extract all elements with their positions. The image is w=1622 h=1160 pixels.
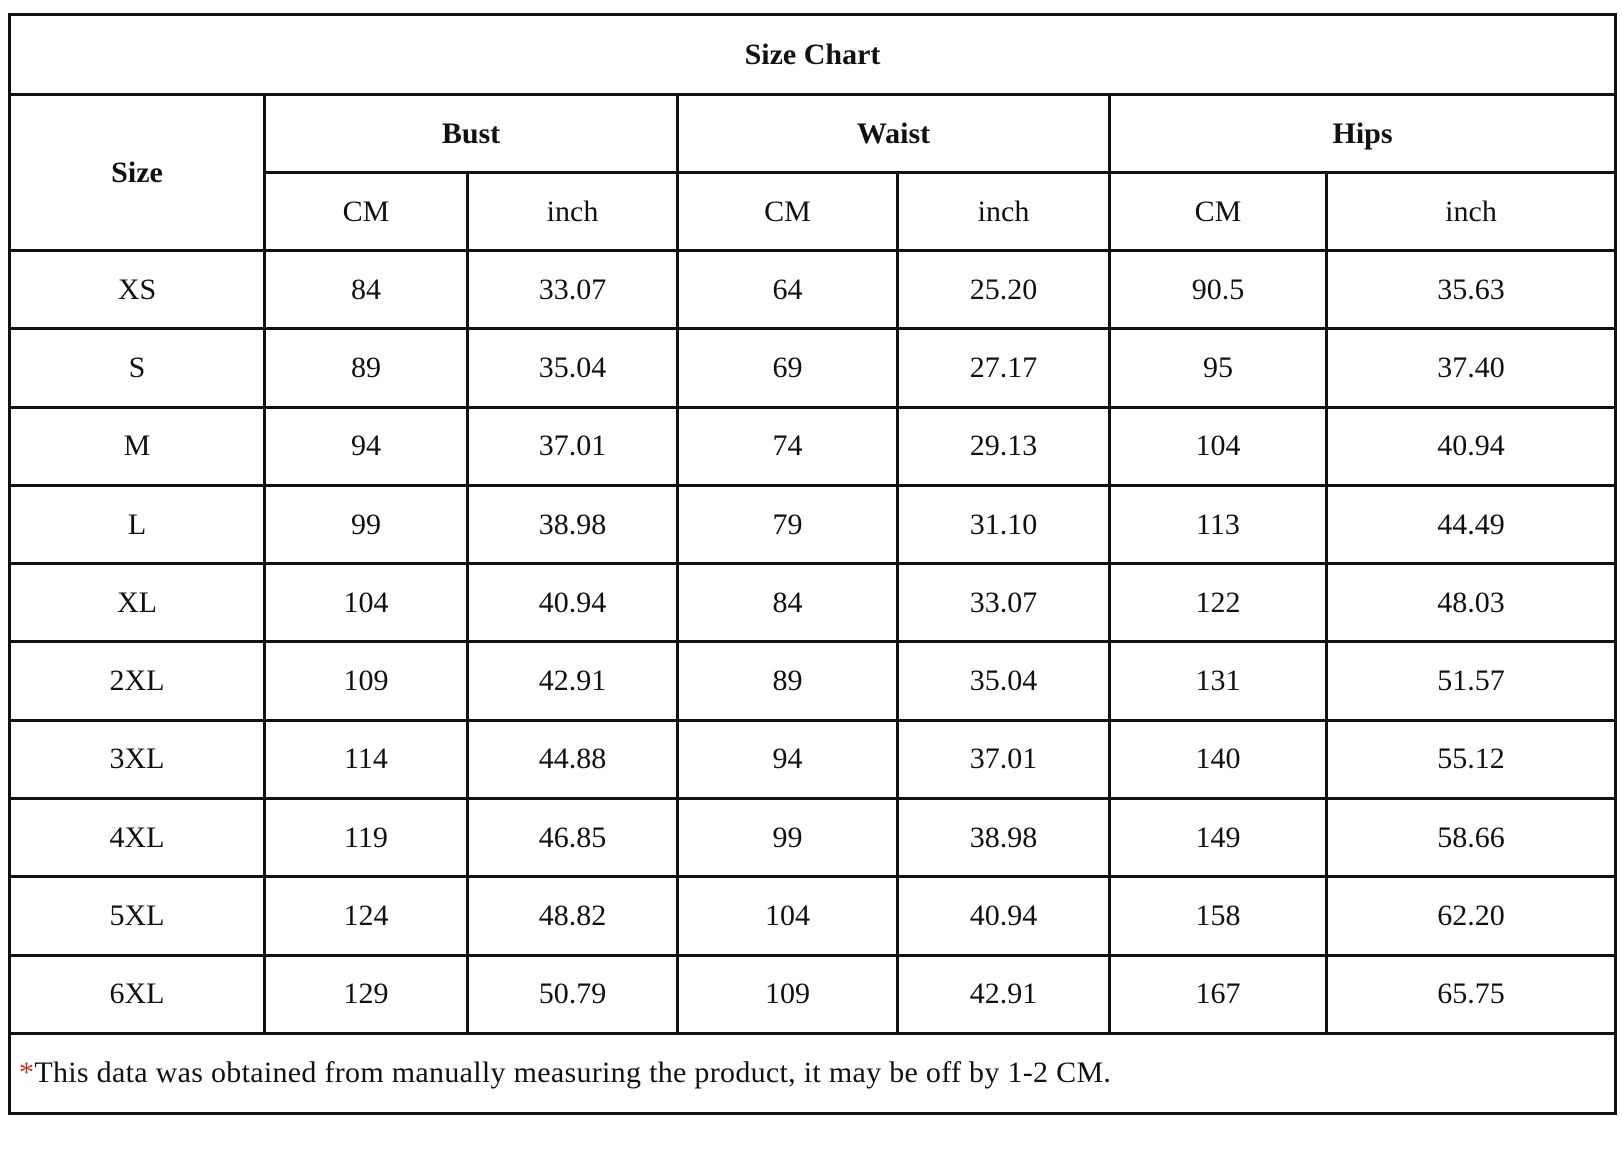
hips-cm-cell: 95 bbox=[1110, 329, 1327, 407]
hips-cm-cell: 113 bbox=[1110, 485, 1327, 563]
size-chart-body bbox=[10, 251, 1616, 1034]
bust-group-header: Bust bbox=[265, 95, 678, 173]
size-cell: M bbox=[10, 407, 265, 485]
size-cell: 5XL bbox=[10, 877, 265, 955]
hips-cm-cell: 104 bbox=[1110, 407, 1327, 485]
size-cell: L bbox=[10, 485, 265, 563]
waist-inch-cell: 31.10 bbox=[898, 485, 1110, 563]
hips-cm-cell: 167 bbox=[1110, 955, 1327, 1033]
table-row bbox=[10, 329, 1616, 407]
hips-inch-cell: 51.57 bbox=[1327, 642, 1616, 720]
waist-inch-cell: 42.91 bbox=[898, 955, 1110, 1033]
waist-inch-cell: 37.01 bbox=[898, 720, 1110, 798]
waist-cm-cell: 69 bbox=[678, 329, 898, 407]
waist-cm-header: CM bbox=[678, 173, 898, 251]
bust-cm-header: CM bbox=[265, 173, 468, 251]
hips-inch-header: inch bbox=[1327, 173, 1616, 251]
size-chart-table bbox=[8, 13, 1617, 1115]
bust-inch-cell: 40.94 bbox=[468, 564, 678, 642]
bust-cm-cell: 119 bbox=[265, 799, 468, 877]
chart-title: Size Chart bbox=[10, 15, 1616, 95]
bust-inch-cell: 42.91 bbox=[468, 642, 678, 720]
waist-inch-cell: 25.20 bbox=[898, 251, 1110, 329]
bust-cm-cell: 109 bbox=[265, 642, 468, 720]
bust-cm-cell: 94 bbox=[265, 407, 468, 485]
bust-cm-cell: 89 bbox=[265, 329, 468, 407]
waist-inch-cell: 40.94 bbox=[898, 877, 1110, 955]
waist-cm-cell: 104 bbox=[678, 877, 898, 955]
hips-inch-cell: 55.12 bbox=[1327, 720, 1616, 798]
waist-cm-cell: 109 bbox=[678, 955, 898, 1033]
hips-cm-cell: 131 bbox=[1110, 642, 1327, 720]
bust-inch-cell: 38.98 bbox=[468, 485, 678, 563]
hips-group-header: Hips bbox=[1110, 95, 1616, 173]
bust-inch-cell: 48.82 bbox=[468, 877, 678, 955]
waist-inch-cell: 27.17 bbox=[898, 329, 1110, 407]
hips-inch-cell: 58.66 bbox=[1327, 799, 1616, 877]
bust-cm-cell: 129 bbox=[265, 955, 468, 1033]
hips-inch-cell: 65.75 bbox=[1327, 955, 1616, 1033]
hips-cm-header: CM bbox=[1110, 173, 1327, 251]
hips-cm-cell: 149 bbox=[1110, 799, 1327, 877]
waist-cm-cell: 89 bbox=[678, 642, 898, 720]
size-cell: 2XL bbox=[10, 642, 265, 720]
hips-inch-cell: 37.40 bbox=[1327, 329, 1616, 407]
hips-cm-cell: 158 bbox=[1110, 877, 1327, 955]
waist-inch-cell: 38.98 bbox=[898, 799, 1110, 877]
bust-cm-cell: 84 bbox=[265, 251, 468, 329]
note-asterisk: * bbox=[19, 1056, 35, 1090]
bust-inch-cell: 37.01 bbox=[468, 407, 678, 485]
table-row bbox=[10, 642, 1616, 720]
size-cell: XL bbox=[10, 564, 265, 642]
table-row bbox=[10, 799, 1616, 877]
bust-inch-header: inch bbox=[468, 173, 678, 251]
hips-inch-cell: 40.94 bbox=[1327, 407, 1616, 485]
bust-cm-cell: 99 bbox=[265, 485, 468, 563]
waist-cm-cell: 79 bbox=[678, 485, 898, 563]
note-text: This data was obtained from manually measuring the product, it may be off by 1-2 CM. bbox=[34, 1056, 1112, 1090]
bust-inch-cell: 35.04 bbox=[468, 329, 678, 407]
hips-inch-cell: 35.63 bbox=[1327, 251, 1616, 329]
waist-inch-header: inch bbox=[898, 173, 1110, 251]
hips-inch-cell: 48.03 bbox=[1327, 564, 1616, 642]
hips-inch-cell: 44.49 bbox=[1327, 485, 1616, 563]
bust-inch-cell: 44.88 bbox=[468, 720, 678, 798]
size-column-header: Size bbox=[10, 95, 265, 251]
table-row bbox=[10, 564, 1616, 642]
hips-cm-cell: 140 bbox=[1110, 720, 1327, 798]
waist-group-header: Waist bbox=[678, 95, 1110, 173]
size-cell: XS bbox=[10, 251, 265, 329]
hips-cm-cell: 90.5 bbox=[1110, 251, 1327, 329]
bust-cm-cell: 114 bbox=[265, 720, 468, 798]
size-cell: 3XL bbox=[10, 720, 265, 798]
bust-inch-cell: 46.85 bbox=[468, 799, 678, 877]
waist-cm-cell: 74 bbox=[678, 407, 898, 485]
size-cell: 6XL bbox=[10, 955, 265, 1033]
bust-inch-cell: 33.07 bbox=[468, 251, 678, 329]
waist-cm-cell: 84 bbox=[678, 564, 898, 642]
table-row bbox=[10, 955, 1616, 1033]
bust-cm-cell: 124 bbox=[265, 877, 468, 955]
hips-inch-cell: 62.20 bbox=[1327, 877, 1616, 955]
size-cell: S bbox=[10, 329, 265, 407]
bust-inch-cell: 50.79 bbox=[468, 955, 678, 1033]
waist-cm-cell: 94 bbox=[678, 720, 898, 798]
waist-cm-cell: 64 bbox=[678, 251, 898, 329]
bust-cm-cell: 104 bbox=[265, 564, 468, 642]
waist-inch-cell: 35.04 bbox=[898, 642, 1110, 720]
measurement-note bbox=[10, 1033, 1616, 1113]
table-row bbox=[10, 485, 1616, 563]
table-row bbox=[10, 877, 1616, 955]
size-cell: 4XL bbox=[10, 799, 265, 877]
hips-cm-cell: 122 bbox=[1110, 564, 1327, 642]
waist-inch-cell: 29.13 bbox=[898, 407, 1110, 485]
table-row bbox=[10, 720, 1616, 798]
table-row bbox=[10, 407, 1616, 485]
table-row bbox=[10, 251, 1616, 329]
waist-cm-cell: 99 bbox=[678, 799, 898, 877]
waist-inch-cell: 33.07 bbox=[898, 564, 1110, 642]
